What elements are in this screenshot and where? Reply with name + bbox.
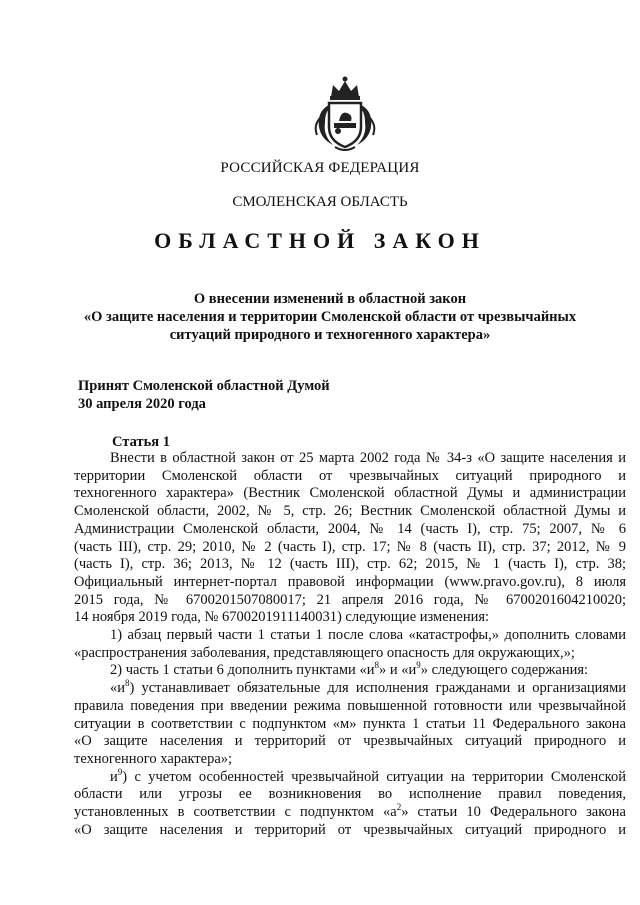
body-line: территории Смоленской области от чрезвычайных ситуаций природного и (74, 467, 626, 484)
body-line: Смоленской области, 2002, № 5, стр. 26; Вестник Смоленской областной Думы и (74, 503, 626, 520)
body-line: 2015 года, № 6700201507080017; 21 апреля 2016 года, № 6700201604210020; (74, 591, 626, 608)
body-line: (часть I), стр. 36; 2013, № 12 (часть III), стр. 62; 2015, № 1 (часть I), стр. 38; (74, 556, 626, 573)
body-line: установленных в соответствии с подпунктом «$а^2$» статьи 10 Федерального закона (74, 802, 626, 821)
smolensk-coat-of-arms-icon (311, 75, 379, 153)
body-line: (часть III), стр. 29; 2010, № 2 (часть I), стр. 17; № 8 (часть II), стр. 37; 2012, № 9 (74, 538, 626, 555)
subject-line-1: О внесении изменений в областной закон (193, 291, 467, 307)
body-line: области или угрозы ее возникновения во исполнение правил поведения, (74, 786, 626, 803)
subject-line-3: ситуаций природного и техногенного характера» (169, 327, 491, 343)
document-type-title: ОБЛАСТНОЙ ЗАКОН (154, 228, 486, 253)
article-body (74, 450, 626, 839)
body-line: «$и^8$) устанавливает обязательные для исполнения гражданами и организациями (110, 678, 626, 697)
body-line: «распространения заболевания, представляющего опасность для окружающих,»; (74, 644, 575, 661)
adopted-date: 30 апреля 2020 года (78, 396, 206, 412)
subject-line-2: «О защите населения и территории Смоленской области от чрезвычайных (83, 309, 577, 325)
adopted-by: Принят Смоленской областной Думой (78, 378, 330, 394)
body-line: «О защите населения и территорий от чрезвычайных ситуаций природного и (74, 821, 626, 838)
body-line: Внести в областной закон от 25 марта 2002 года № 34-з «О защите населения и (110, 450, 626, 466)
body-line: правила поведения при введении режима повышенной готовности или чрезвычайной (74, 697, 626, 714)
body-line: техногенного характера»; (74, 750, 233, 767)
body-line: 1) абзац первый части 1 статьи 1 после слова «катастрофы,» дополнить словами (110, 627, 626, 644)
body-line: 2) часть 1 статьи 6 дополнить пунктами «$и^8$» и «$и^9$» следующего содержания: (110, 660, 589, 679)
body-line: ситуации в соответствии с подпунктом «м» пункта 1 статьи 11 Федерального закона (74, 715, 626, 732)
body-line: Администрации Смоленской области, 2004, № 14 (часть I), стр. 75; 2007, № 6 (74, 520, 626, 537)
body-line: $и^9$) с учетом особенностей чрезвычайной ситуации на территории Смоленской (110, 766, 626, 785)
body-line: техногенного характера» (Вестник Смоленской областной Думы и администрации (74, 485, 626, 502)
body-line: 14 ноября 2019 года, № 6700201911140031) следующие изменения: (74, 609, 490, 626)
article-title: Статья 1 (112, 434, 170, 450)
header-region: СМОЛЕНСКАЯ ОБЛАСТЬ (232, 194, 408, 210)
body-line: Официальный интернет-портал правовой информации (www.pravo.gov.ru), 8 июля (74, 573, 626, 590)
body-line: «О защите населения и территорий от чрезвычайных ситуаций природного и (74, 733, 626, 750)
header-country: РОССИЙСКАЯ ФЕДЕРАЦИЯ (220, 160, 420, 176)
